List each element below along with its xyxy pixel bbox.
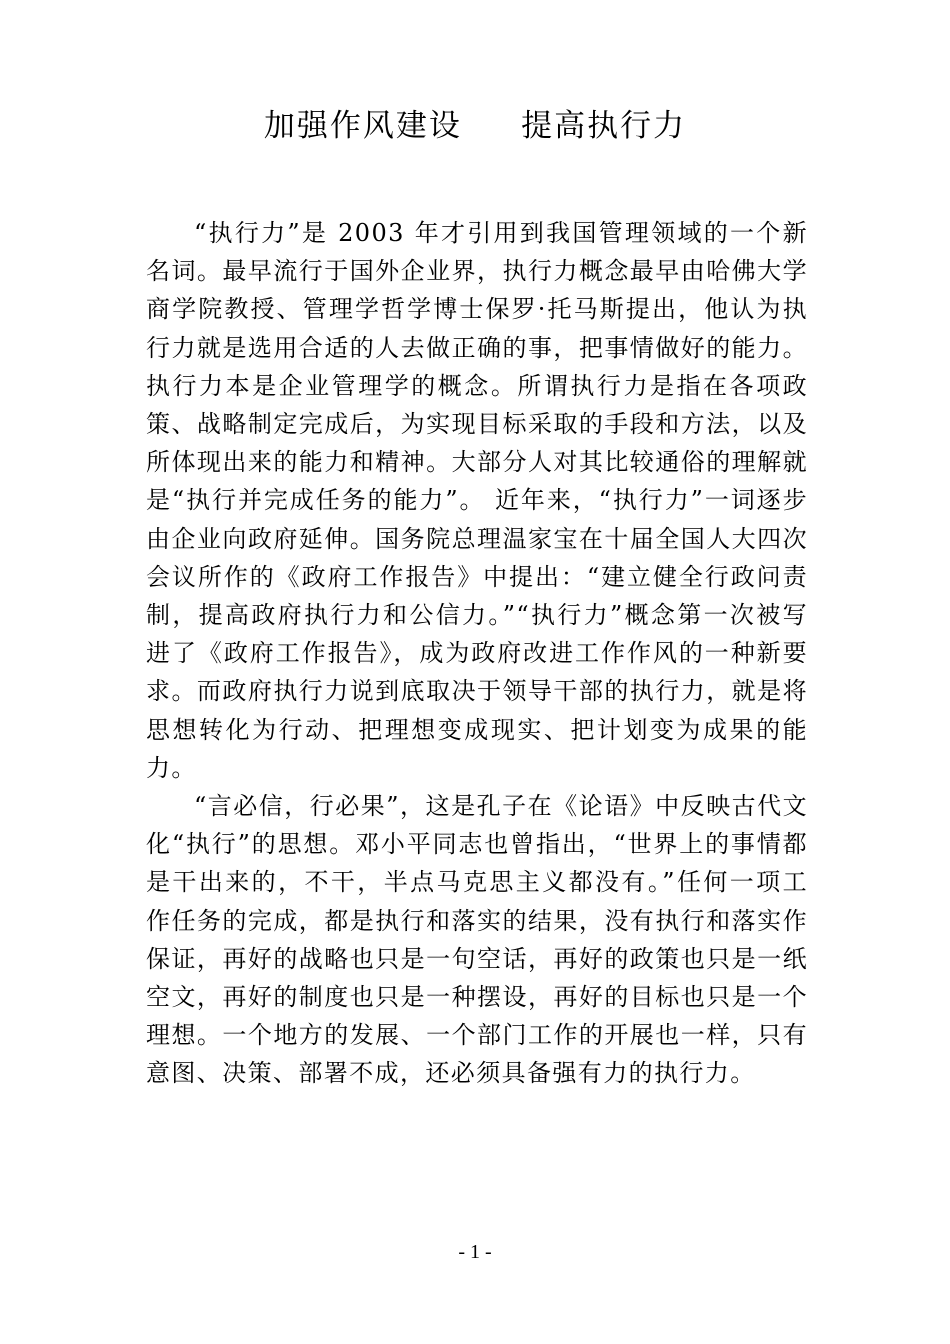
page-number: - 1 - — [458, 1241, 492, 1263]
document-body — [146, 214, 808, 1093]
body-paragraph-2: “言必信，行必果”，这是孔子在《论语》中反映古代文化“执行”的思想。邓小平同志也曾指出，“世界上的事情都是干出来的，不干，半点马克思主义都没有。”任何一项工作任务的完成，都是执行和落实的结果，没有执行和落实作保证，再好的战略也只是一句空话，再好的政策也只是一纸空文，再好的制度也只是一种摆设，再好的目标也只是一个理想。一个地方的发展、一个部门工作的开展也一样，只有意图、决策、部署不成，还必须具备强有力的执行力。 — [146, 792, 808, 1088]
document-title: 加强作风建设 提高执行力 — [263, 108, 687, 144]
body-paragraph-1: “执行力”是 2003 年才引用到我国管理领域的一个新名词。最早流行于国外企业界，执行力概念最早由哈佛大学商学院教授、管理学哲学博士保罗·托马斯提出，他认为执行力就是选用合适的人去做正确的事，把事情做好的能力。执行力本是企业管理学的概念。所谓执行力是指在各项政策、战略制定完成后，为实现目标采取的手段和方法，以及所体现出来的能力和精神。大部分人对其比较通俗的理解就是“执行并完成任务的能力”。 近年来，“执行力”一词逐步由企业向政府延伸。国务院总理温家宝在十届全国人大四次会议所作的《政府工作报告》中提出：“建立健全行政问责制，提高政府执行力和公信力。”“执行力”概念第一次被写进了《政府工作报告》，成为政府改进工作作风的一种新要求。而政府执行力说到底取决于领导干部的执行力，就是将思想转化为行动、把理想变成现实、把计划变为成果的能力。 — [146, 219, 808, 782]
